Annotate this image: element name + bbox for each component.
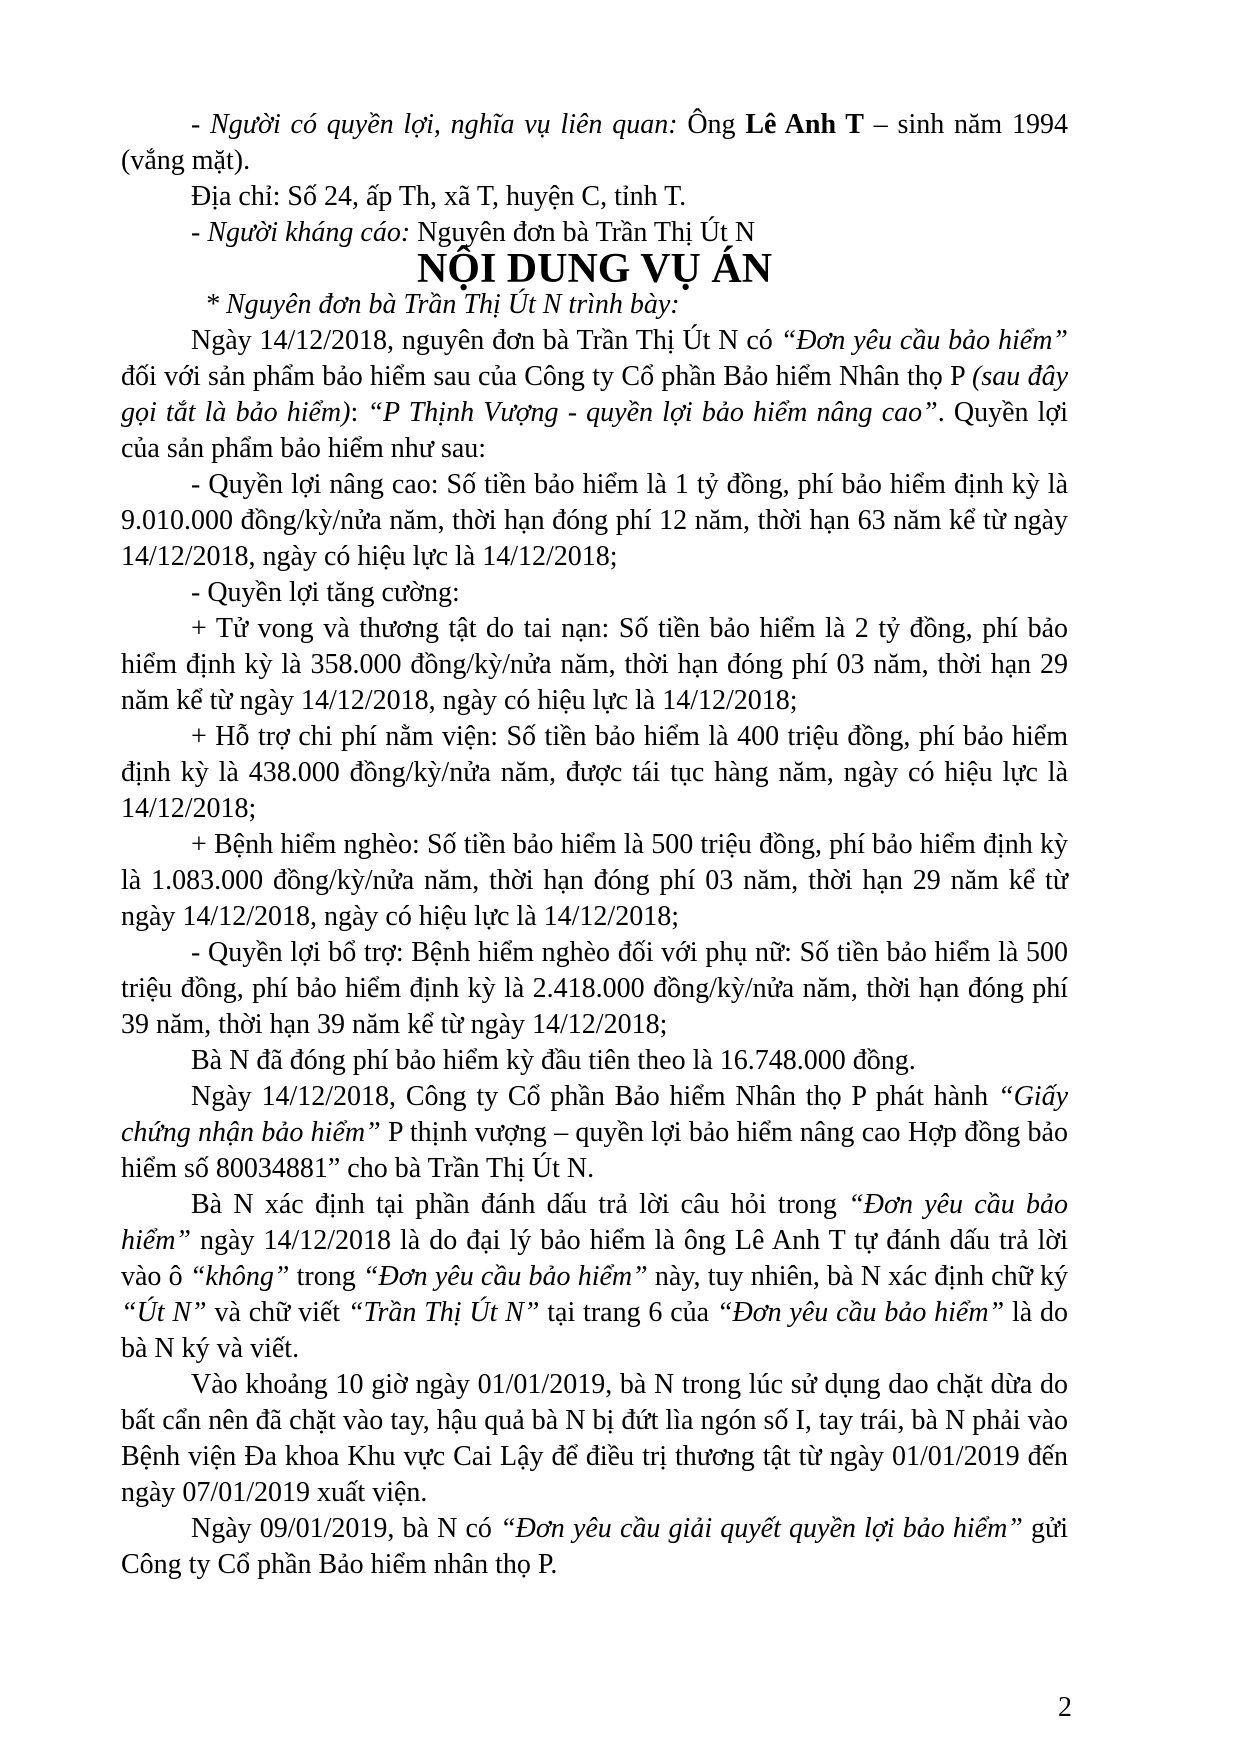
paragraph-accident: Vào khoảng 10 giờ ngày 01/01/2019, bà N trong lúc sử dụng dao chặt dừa do bất cẩn nên đã chặt vào tay, hậu quả bà N bị đứt lìa ngón số I, tay trái, bà N phải vào Bệnh viện Đa khoa Khu vực Cai Lậy để điều trị thương tật từ ngày 01/01/2019 đến ngày 07/01/2019 xuất viện. — [121, 1369, 1068, 1508]
paragraph-enhanced-benefit: - Quyền lợi nâng cao: Số tiền bảo hiểm là 1 tỷ đồng, phí bảo hiểm định kỳ là 9.010.000 đồng/kỳ/nửa năm, thời hạn đóng phí 12 năm, thời hạn 63 năm kể từ ngày 14/12/2018, ngày có hiệu lực là 14/12/2018; — [121, 469, 1068, 572]
section-heading: NỘI DUNG VỤ ÁN — [416, 246, 773, 292]
related-party-paragraph: - Người có quyền lợi, nghĩa vụ liên quan: Ông Lê Anh T – sinh năm 1994 (vắng mặt). — [121, 109, 1068, 176]
paragraph-women-critical-illness: - Quyền lợi bổ trợ: Bệnh hiểm nghèo đối với phụ nữ: Số tiền bảo hiểm là 500 triệu đồng, phí bảo hiểm định kỳ là 2.418.000 đồng/kỳ/nửa năm, thời hạn đóng phí 39 năm, thời hạn 39 năm kể từ ngày 14/12/2018; — [121, 937, 1068, 1040]
paragraph-additional-benefit: - Quyền lợi tăng cường: — [191, 577, 460, 608]
paragraph-first-premium: Bà N đã đóng phí bảo hiểm kỳ đầu tiên theo là 16.748.000 đồng. — [191, 1045, 916, 1076]
party-name: Lê Anh T — [745, 109, 864, 140]
page-number: 2 — [1058, 1692, 1072, 1723]
plaintiff-intro: * Nguyên đơn bà Trần Thị Út N trình bày: — [205, 289, 680, 320]
paragraph-certificate: Ngày 14/12/2018, Công ty Cổ phần Bảo hiểm Nhân thọ P phát hành “Giấy chứng nhận bảo hiểm” P thịnh vượng – quyền lợi bảo hiểm nâng cao Hợp đồng bảo hiểm số 80034881” cho bà Trần Thị Út N. — [121, 1081, 1068, 1184]
paragraph-signature: Bà N xác định tại phần đánh dấu trả lời câu hỏi trong “Đơn yêu cầu bảo hiểm” ngày 14/12/2018 là do đại lý bảo hiểm là ông Lê Anh T tự đánh dấu trả lời vào ô “không” trong “Đơn yêu cầu bảo hiểm” này, tuy nhiên, bà N xác định chữ ký “Út N” và chữ viết “Trần Thị Út N” tại trang 6 của “Đơn yêu cầu bảo hiểm” là do bà N ký và viết. — [121, 1189, 1068, 1364]
address-paragraph: Địa chỉ: Số 24, ấp Th, xã T, huyện C, tỉnh T. — [191, 181, 687, 212]
paragraph-insurance-request: Ngày 14/12/2018, nguyên đơn bà Trần Thị Út N có “Đơn yêu cầu bảo hiểm” đối với sản phẩm bảo hiểm sau của Công ty Cổ phần Bảo hiểm Nhân thọ P (sau đây gọi tắt là bảo hiểm): “P Thịnh Vượng - quyền lợi bảo hiểm nâng cao”. Quyền lợi của sản phẩm bảo hiểm như sau: — [121, 325, 1069, 464]
paragraph-accident-death: + Tử vong và thương tật do tai nạn: Số tiền bảo hiểm là 2 tỷ đồng, phí bảo hiểm định kỳ là 358.000 đồng/kỳ/nửa năm, thời hạn đóng phí 03 năm, thời hạn 29 năm kể từ ngày 14/12/2018, ngày có hiệu lực là 14/12/2018; — [121, 613, 1068, 716]
paragraph-claim: Ngày 09/01/2019, bà N có “Đơn yêu cầu giải quyết quyền lợi bảo hiểm” gửi Công ty Cổ phần Bảo hiểm nhân thọ P. — [121, 1513, 1068, 1580]
paragraph-hospital-support: + Hỗ trợ chi phí nằm viện: Số tiền bảo hiểm là 400 triệu đồng, phí bảo hiểm định kỳ là 438.000 đồng/kỳ/nửa năm, được tái tục hàng năm, ngày có hiệu lực là 14/12/2018; — [121, 721, 1068, 824]
appellant-paragraph: - Người kháng cáo: Nguyên đơn bà Trần Thị Út N — [191, 217, 756, 248]
paragraph-critical-illness: + Bệnh hiểm nghèo: Số tiền bảo hiểm là 500 triệu đồng, phí bảo hiểm định kỳ là 1.083.000 đồng/kỳ/nửa năm, thời hạn đóng phí 03 năm, thời hạn 29 năm kể từ ngày 14/12/2018, ngày có hiệu lực là 14/12/2018; — [121, 829, 1068, 932]
